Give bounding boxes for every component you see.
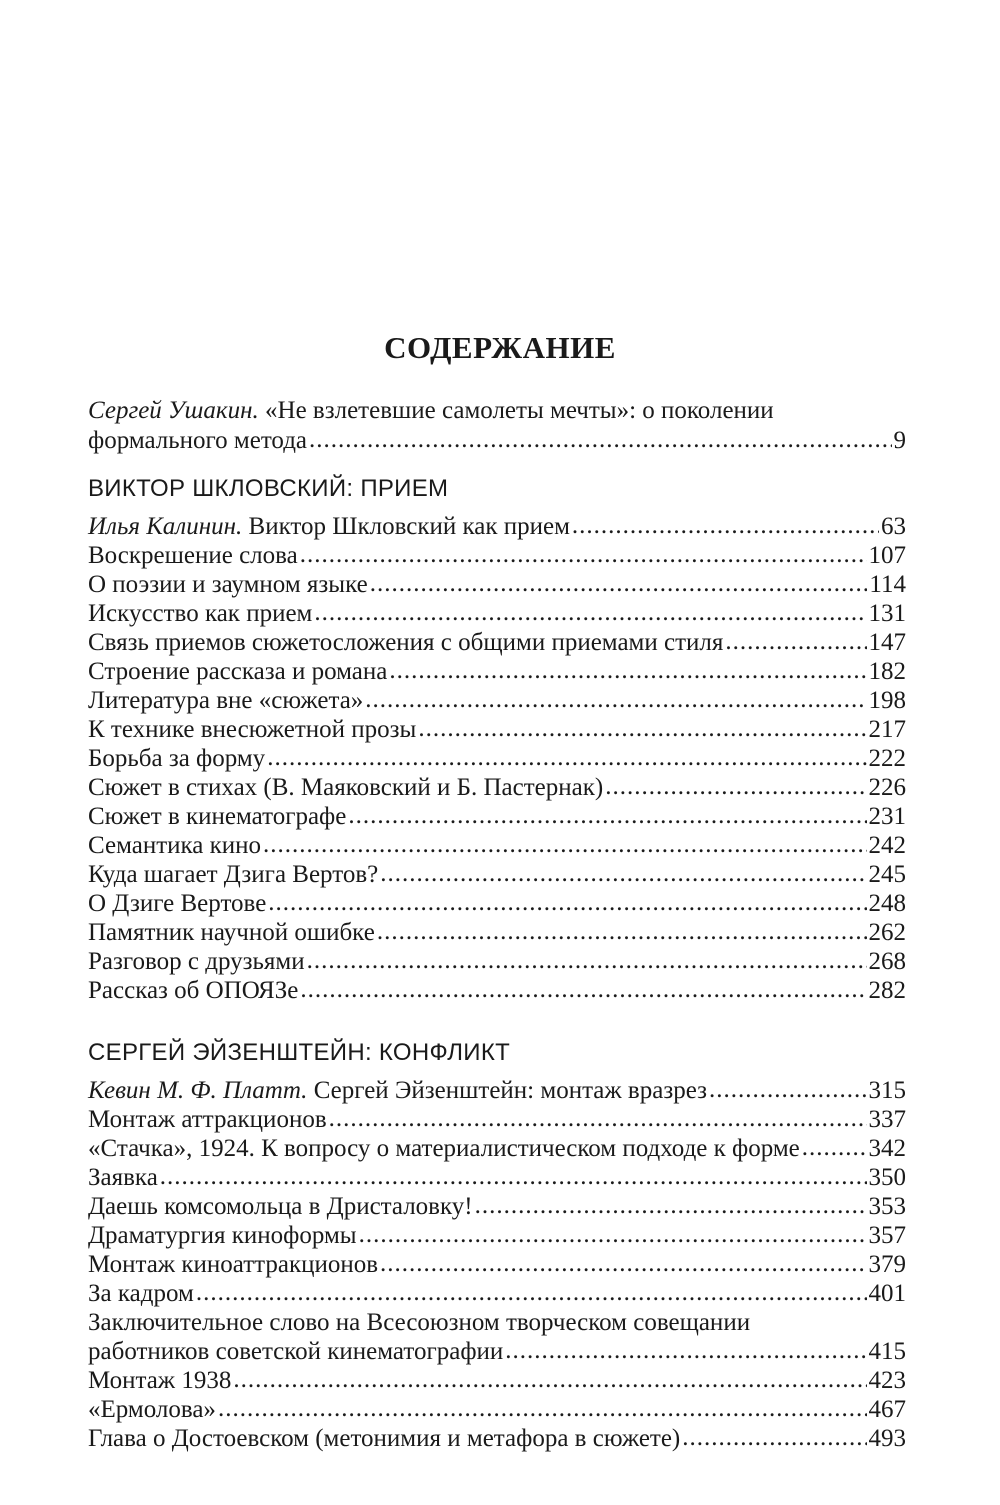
entry-title: «Стачка», 1924. К вопросу о материалистическом подходе к форме bbox=[88, 1135, 800, 1162]
section-shklovsky bbox=[88, 472, 906, 1005]
toc-entry bbox=[88, 1105, 906, 1134]
toc-entry bbox=[88, 1221, 906, 1250]
dot-leader bbox=[389, 656, 866, 685]
entry-text bbox=[88, 1424, 680, 1453]
dot-leader bbox=[267, 743, 866, 772]
entry-title: Глава о Достоевском (метонимия и метафора в сюжете) bbox=[88, 1425, 681, 1452]
entry-title: Заявка bbox=[88, 1164, 158, 1191]
toc-entry-row bbox=[88, 1395, 906, 1424]
entry-page: 231 bbox=[868, 803, 906, 830]
toc-entry-row bbox=[88, 715, 906, 744]
entry-title: Куда шагает Дзига Вертов? bbox=[88, 861, 379, 888]
entry-text bbox=[88, 860, 378, 889]
entry-text bbox=[88, 802, 346, 831]
dot-leader bbox=[233, 1365, 866, 1394]
intro-line-1 bbox=[88, 396, 906, 426]
toc-entry-row bbox=[88, 860, 906, 889]
entry-page: 315 bbox=[868, 1077, 906, 1104]
entry-page: 415 bbox=[868, 1338, 906, 1365]
entry-title: Литература вне «сюжета» bbox=[88, 687, 364, 714]
dot-leader bbox=[307, 946, 867, 975]
toc-entry-row bbox=[88, 918, 906, 947]
entry-page: 9 bbox=[893, 427, 906, 454]
toc-entry bbox=[88, 1250, 906, 1279]
toc-entry-row bbox=[88, 773, 906, 802]
dot-leader bbox=[682, 1423, 866, 1452]
entry-text bbox=[88, 1134, 800, 1163]
toc-entry-row bbox=[88, 599, 906, 628]
entry-text bbox=[88, 686, 363, 715]
toc-entry bbox=[88, 1424, 906, 1453]
toc-entry bbox=[88, 744, 906, 773]
entry-title: О Дзиге Вертове bbox=[88, 890, 267, 917]
toc-entry bbox=[88, 947, 906, 976]
entry-text bbox=[88, 512, 570, 541]
entry-page: 423 bbox=[868, 1367, 906, 1394]
toc-entry bbox=[88, 889, 906, 918]
entry-page: 379 bbox=[868, 1251, 906, 1278]
dot-leader bbox=[380, 859, 866, 888]
entry-text bbox=[88, 1163, 158, 1192]
entry-title: Рассказ об ОПОЯЗе bbox=[88, 977, 299, 1004]
section-eisenstein bbox=[88, 1036, 906, 1453]
entry-page: 467 bbox=[868, 1396, 906, 1423]
entry-title: Семантика кино bbox=[88, 832, 262, 859]
toc-entry-row bbox=[88, 512, 906, 541]
entry-title: Сюжет в стихах (В. Маяковский и Б. Пастернак) bbox=[88, 774, 604, 801]
dot-leader bbox=[709, 1075, 867, 1104]
entry-title: работников советской кинематографии bbox=[88, 1338, 504, 1365]
toc-entry bbox=[88, 1395, 906, 1424]
entry-page: 401 bbox=[868, 1280, 906, 1307]
dot-leader bbox=[365, 685, 866, 714]
entry-text bbox=[88, 773, 603, 802]
entry-text bbox=[88, 976, 298, 1005]
entry-text bbox=[88, 628, 723, 657]
entry-title: Памятник научной ошибке bbox=[88, 919, 375, 946]
section-heading: СЕРГЕЙ ЭЙЗЕНШТЕЙН: КОНФЛИКТ bbox=[88, 1039, 511, 1066]
toc-entry bbox=[88, 1308, 906, 1366]
entry-title: Строение рассказа и романа bbox=[88, 658, 388, 685]
entry-title-continued: формального метода bbox=[88, 427, 308, 454]
entry-title: Борьба за форму bbox=[88, 745, 266, 772]
dot-leader bbox=[572, 511, 879, 540]
entry-title: Монтаж киноаттракционов bbox=[88, 1251, 379, 1278]
entry-list bbox=[88, 1076, 906, 1453]
toc-entry-row bbox=[88, 1105, 906, 1134]
toc-entry bbox=[88, 1076, 906, 1105]
entry-title: Монтаж 1938 bbox=[88, 1367, 232, 1394]
section-heading: ВИКТОР ШКЛОВСКИЙ: ПРИЕМ bbox=[88, 475, 449, 502]
entry-page: 268 bbox=[868, 948, 906, 975]
entry-text bbox=[88, 541, 298, 570]
entry-title: Монтаж аттракционов bbox=[88, 1106, 327, 1133]
dot-leader bbox=[605, 772, 866, 801]
entry-text bbox=[88, 918, 375, 947]
dot-leader bbox=[196, 1278, 867, 1307]
dot-leader bbox=[329, 1104, 867, 1133]
dot-leader bbox=[300, 975, 866, 1004]
toc-entry-row bbox=[88, 1337, 906, 1366]
entry-page: 357 bbox=[868, 1222, 906, 1249]
entry-page: 198 bbox=[868, 687, 906, 714]
toc-entry-row bbox=[88, 947, 906, 976]
entry-page: 63 bbox=[881, 513, 906, 540]
entry-title: Виктор Шкловский как прием bbox=[248, 513, 570, 540]
entry-page: 107 bbox=[868, 542, 906, 569]
toc-entry bbox=[88, 773, 906, 802]
entry-title: Искусство как прием bbox=[88, 600, 313, 627]
entry-author: Кевин М. Ф. Платт. bbox=[88, 1077, 308, 1104]
entry-text bbox=[88, 1366, 231, 1395]
dot-leader bbox=[268, 888, 866, 917]
toc-entry-row bbox=[88, 802, 906, 831]
toc-entry bbox=[88, 599, 906, 628]
entry-text bbox=[88, 1076, 707, 1105]
dot-leader bbox=[418, 714, 866, 743]
toc-entry-row bbox=[88, 570, 906, 599]
toc-entry bbox=[88, 570, 906, 599]
toc-entry-row bbox=[88, 1279, 906, 1308]
entry-page: 226 bbox=[868, 774, 906, 801]
dot-leader bbox=[370, 569, 868, 598]
entry-page: 217 bbox=[868, 716, 906, 743]
entry-author: Илья Калинин. bbox=[88, 513, 243, 540]
entry-text bbox=[88, 1221, 357, 1250]
entry-title: О поэзии и заумном языке bbox=[88, 571, 368, 598]
toc-entry bbox=[88, 831, 906, 860]
dot-leader bbox=[160, 1162, 867, 1191]
dot-leader bbox=[359, 1220, 867, 1249]
dot-leader bbox=[475, 1191, 867, 1220]
entry-title: Драматургия киноформы bbox=[88, 1222, 357, 1249]
entry-title: За кадром bbox=[88, 1280, 194, 1307]
entry-page: 242 bbox=[868, 832, 906, 859]
dot-leader bbox=[309, 425, 891, 454]
toc-entry-row bbox=[88, 831, 906, 860]
entry-text bbox=[88, 1279, 194, 1308]
dot-leader bbox=[802, 1133, 867, 1162]
entry-page: 131 bbox=[868, 600, 906, 627]
toc-entry-row bbox=[88, 1366, 906, 1395]
toc-entry bbox=[88, 657, 906, 686]
toc-entry bbox=[88, 715, 906, 744]
entry-text bbox=[88, 889, 266, 918]
entry-title: Воскрешение слова bbox=[88, 542, 298, 569]
dot-leader bbox=[505, 1336, 866, 1365]
toc-entry bbox=[88, 512, 906, 541]
entry-title: Разговор с друзьями bbox=[88, 948, 305, 975]
toc-entry bbox=[88, 1134, 906, 1163]
entry-page: 245 bbox=[868, 861, 906, 888]
entry-text bbox=[88, 1105, 327, 1134]
entry-text bbox=[88, 715, 416, 744]
toc-entry-row bbox=[88, 628, 906, 657]
toc-entry-row bbox=[88, 657, 906, 686]
entry-title: Сюжет в кинематографе bbox=[88, 803, 347, 830]
entry-page: 282 bbox=[868, 977, 906, 1004]
entry-list bbox=[88, 512, 906, 1005]
toc-entry bbox=[88, 1163, 906, 1192]
dot-leader bbox=[725, 627, 866, 656]
dot-leader bbox=[218, 1394, 867, 1423]
dot-leader bbox=[380, 1249, 866, 1278]
entry-text bbox=[88, 599, 312, 628]
page-title: СОДЕРЖАНИЕ bbox=[384, 330, 616, 365]
dot-leader bbox=[377, 917, 867, 946]
dot-leader bbox=[263, 830, 866, 859]
toc-entry-row bbox=[88, 1250, 906, 1279]
entry-text bbox=[88, 947, 305, 976]
entry-title: Даешь комсомольца в Дристаловку! bbox=[88, 1193, 473, 1220]
entry-title: Сергей Эйзенштейн: монтаж вразрез bbox=[313, 1077, 707, 1104]
toc-entry-row bbox=[88, 744, 906, 773]
entry-title: Связь приемов сюжетосложения с общими приемами стиля bbox=[88, 629, 724, 656]
toc-entry bbox=[88, 628, 906, 657]
entry-page: 342 bbox=[868, 1135, 906, 1162]
entry-text bbox=[88, 1250, 378, 1279]
toc-entry-row bbox=[88, 976, 906, 1005]
entry-title: К технике внесюжетной прозы bbox=[88, 716, 417, 743]
toc-entry bbox=[88, 541, 906, 570]
entry-text bbox=[88, 1337, 503, 1366]
toc-entry bbox=[88, 1366, 906, 1395]
entry-text bbox=[88, 1395, 216, 1424]
toc-entry-row bbox=[88, 1192, 906, 1221]
toc-entry bbox=[88, 802, 906, 831]
toc-entry bbox=[88, 976, 906, 1005]
intro-entry bbox=[88, 396, 906, 455]
entry-title: «Не взлетевшие самолеты мечты»: о поколении bbox=[265, 397, 774, 424]
dot-leader bbox=[300, 540, 867, 569]
toc-entry-row bbox=[88, 889, 906, 918]
entry-page: 493 bbox=[868, 1425, 906, 1452]
toc-entry-row bbox=[88, 1076, 906, 1105]
entry-title-line-1: Заключительное слово на Всесоюзном творческом совещании bbox=[88, 1309, 751, 1336]
toc-entry-row bbox=[88, 1134, 906, 1163]
toc-entry bbox=[88, 1279, 906, 1308]
toc-entry bbox=[88, 918, 906, 947]
entry-page: 262 bbox=[868, 919, 906, 946]
entry-page: 248 bbox=[868, 890, 906, 917]
dot-leader bbox=[348, 801, 866, 830]
toc-entry bbox=[88, 860, 906, 889]
entry-page: 147 bbox=[868, 629, 906, 656]
toc-entry-row bbox=[88, 541, 906, 570]
toc-entry-row bbox=[88, 1221, 906, 1250]
entry-text bbox=[88, 1192, 473, 1221]
entry-page: 222 bbox=[868, 745, 906, 772]
intro-line-2 bbox=[88, 426, 906, 455]
toc-entry-row bbox=[88, 686, 906, 715]
entry-text bbox=[88, 657, 387, 686]
entry-title: «Ермолова» bbox=[88, 1396, 216, 1423]
entry-text bbox=[88, 744, 265, 773]
entry-page: 337 bbox=[868, 1106, 906, 1133]
entry-page: 353 bbox=[868, 1193, 906, 1220]
entry-page: 350 bbox=[868, 1164, 906, 1191]
dot-leader bbox=[314, 598, 866, 627]
toc-entry bbox=[88, 1192, 906, 1221]
toc-entry-row bbox=[88, 1424, 906, 1453]
toc-entry bbox=[88, 686, 906, 715]
entry-text bbox=[88, 570, 368, 599]
toc-entry-row bbox=[88, 1163, 906, 1192]
entry-author: Сергей Ушакин. bbox=[88, 397, 259, 424]
entry-text bbox=[88, 831, 261, 860]
entry-page: 114 bbox=[869, 571, 906, 598]
entry-page: 182 bbox=[868, 658, 906, 685]
